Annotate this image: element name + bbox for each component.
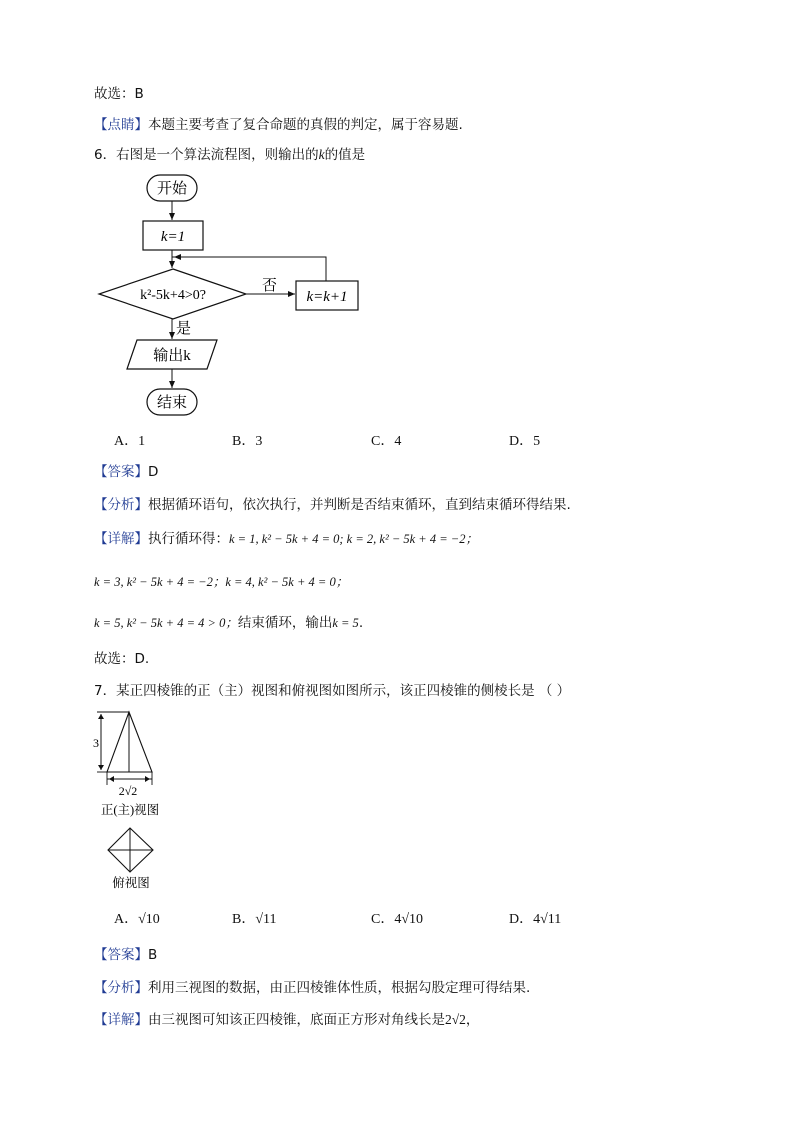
start-label: 开始 — [156, 181, 188, 197]
detail-6-line-3: k = 5, k² − 5k + 4 = 4 > 0；结束循环，输出k = 5. — [94, 615, 364, 631]
selection-6: 故选：D. — [94, 651, 150, 667]
question-7: 7．某正四棱锥的正（主）视图和俯视图如图所示，该正四棱锥的侧棱长是 （ ） — [94, 683, 571, 699]
option-c: C．4√10 — [371, 912, 424, 927]
options-q7 — [114, 908, 614, 928]
answer-6: 【答案】D — [94, 464, 159, 480]
detail-6: 【详解】执行循环得：k = 1, k² − 5k + 4 = 0; k = 2, k² − 5k + 4 = −2； — [94, 531, 478, 547]
algorithm-flowchart — [90, 170, 380, 420]
yes-label: 是 — [176, 321, 192, 337]
option-a: A．√10 — [114, 912, 160, 927]
update-label: k=k+1 — [306, 289, 348, 305]
answer-7: 【答案】B — [94, 947, 158, 963]
height-label: 3 — [93, 736, 99, 750]
option-d: D．5 — [509, 434, 541, 449]
end-label: 结束 — [156, 395, 188, 411]
top-view-caption: 俯视图 — [112, 876, 150, 890]
three-view-figure — [88, 705, 178, 895]
analysis-6: 【分析】根据循环语句，依次执行，并判断是否结束循环，直到结束循环得结果. — [94, 497, 571, 513]
comment-tag: 【点睛】 — [94, 117, 148, 133]
option-b: B．√11 — [232, 912, 277, 927]
selection-line-1: 故选：B — [94, 86, 144, 102]
output-label: 输出k — [153, 348, 191, 364]
option-d: D．4√11 — [509, 912, 562, 927]
question-6: 6．右图是一个算法流程图，则输出的k的值是 — [94, 147, 366, 163]
init-label: k=1 — [160, 229, 186, 245]
decision-label: k²-5k+4>0? — [140, 288, 206, 303]
front-view-caption: 正(主)视图 — [100, 803, 160, 817]
comment-line: 【点睛】本题主要考查了复合命题的真假的判定，属于容易题. — [94, 117, 463, 133]
option-c: C．4 — [371, 434, 402, 449]
option-b: B．3 — [232, 434, 263, 449]
options-q6 — [114, 430, 614, 450]
option-a: A．1 — [114, 434, 146, 449]
analysis-7: 【分析】利用三视图的数据，由正四棱锥体性质，根据勾股定理可得结果. — [94, 980, 531, 996]
detail-6-line-2: k = 3, k² − 5k + 4 = −2；k = 4, k² − 5k + 4 = 0； — [94, 575, 349, 589]
detail-7: 【详解】由三视图可知该正四棱锥，底面正方形对角线长是2√2， — [94, 1012, 480, 1028]
no-label: 否 — [262, 278, 278, 294]
base-label: 2√2 — [118, 784, 138, 798]
